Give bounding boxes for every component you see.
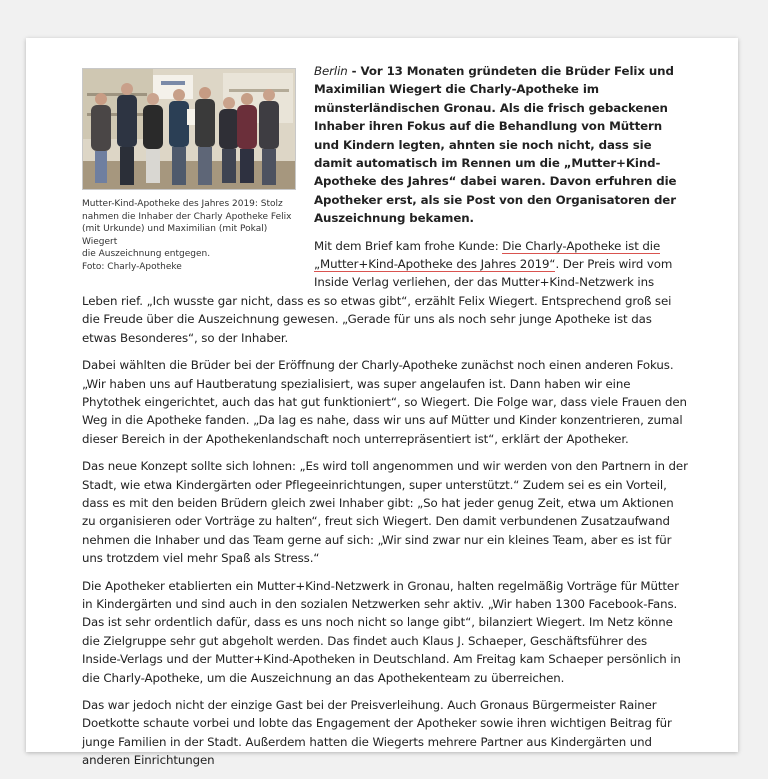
photo-caption-line: nahmen die Inhaber der Charly Apotheke Felix [82,211,292,222]
award-highlight-link[interactable]: Die Charly-Apotheke ist die „Mutter+Kind-Apotheke des Jahres 2019“ [314,238,661,272]
paragraph-text: Mit dem Brief kam frohe Kunde: [314,238,503,253]
lead-text: - Vor 13 Monaten gründeten die Brüder Felix und Maximilian Wiegert die Charly-Apotheke im münsterländischen Gronau. Als die frisch gebackenen Inhaber ihren Fokus auf die Behandlung von Müttern und Kindern legten, ahnten sie noch nicht, dass sie damit automatisch im Rennen um die „Mutter+Kind-Apotheke des Jahres“ dabei waren. Davon erfuhren die Apotheker erst, als sie Post von den Organisatoren der Auszeichnung bekamen. [314,64,677,226]
article-page [26,38,738,768]
group-photo-image [82,68,296,190]
paragraph-concept: Das neue Konzept sollte sich lohnen: „Es wird toll angenommen und wir werden von den Partnern in der Stadt, wie etwa Kindergärten oder Pflegeeinrichtungen, super unterstützt.“ Zudem sei es ein Vorteil, dass es mit den beiden Brüdern gleich zwei Inhaber gibt: „So hat jeder genug Zeit, etwa um Aktionen zu organisieren oder Vorträge zu halten“, freut sich Wiegert. Den damit verbundenen Zusatzaufwand nehmen die Inhaber und das Team gerne auf sich: „Wir sind zwar nur ein kleines Team, aber es ist für uns trotzdem viel mehr Spaß als Stress.“ [82,459,688,566]
paragraph-focus: Dabei wählten die Brüder bei der Eröffnung der Charly-Apotheke zunächst noch einen anderen Fokus. „Wir haben uns auf Hautberatung spezialisiert, was super angelaufen ist. Dann haben wir eine Phytothek eingerichtet, auch das hat gut funktioniert“, so Wiegert. Die Folge war, dass viele Frauen den Weg in die Apotheke fanden. „Da lag es nahe, dass wir uns auf Mütter und Kinder konzentrieren, zumal dieser Bereich in der Apothekenlandschaft noch unterrepräsentiert ist“, erklärt der Apotheker. [82,358,687,446]
photo-credit: Foto: Charly-Apotheke [82,261,182,272]
photo-caption-line: (mit Urkunde) und Maximilian (mit Pokal) Wiegert [82,224,268,247]
photo-caption-line: Mutter-Kind-Apotheke des Jahres 2019: Stolz [82,199,283,209]
photo-caption [82,198,296,274]
paragraph-guests: Das war jedoch nicht der einzige Gast bei der Preisverleihung. Auch Gronaus Bürgermeister Rainer Doetkotte schaute vorbei und lobte das Engagement der Apotheker sowie ihren wichtigen Beitrag für junge Familien in der Stadt. Außerdem hatten die Wiegerts mehrere Partner aus Kindergärten und anderen Einrichtungen [82,698,672,768]
dateline: Berlin [314,64,348,78]
paragraph-text: . Der Preis wird vom Inside Verlag verliehen, der das Mutter+Kind-Netzwerk ins Leben rief. „Ich wusste gar nicht, dass es so etwas gibt“, erzählt Felix Wiegert. Entsprechend groß sei die Freude über die Auszeichnung gewesen. „Gerade für uns als noch sehr junge Apotheke ist das etwas Besonderes“, so der Inhaber. [82,257,673,345]
paragraph-network: Die Apotheker etablierten ein Mutter+Kind-Netzwerk in Gronau, halten regelmäßig Vorträge für Mütter in Kindergärten und sind auch in den sozialen Netzwerken sehr aktiv. „Wir haben 1300 Facebook-Fans. Das ist sehr ordentlich dafür, dass es uns noch nicht so lange gibt“, bilanziert Wiegert. Im Netz könne die Zielgruppe sehr gut abgeholt werden. Das findet auch Klaus J. Schaeper, Geschäftsführer des Inside-Verlags und der Mutter+Kind-Apotheken in Deutschland. Am Freitag kam Schaeper persönlich in die Charly-Apotheke, um die Auszeichnung an das Apothekenteam zu überreichen. [82,578,681,685]
article-body [82,62,688,779]
article-figure [82,68,296,274]
photo-caption-line: die Auszeichnung entgegen. [82,249,211,260]
